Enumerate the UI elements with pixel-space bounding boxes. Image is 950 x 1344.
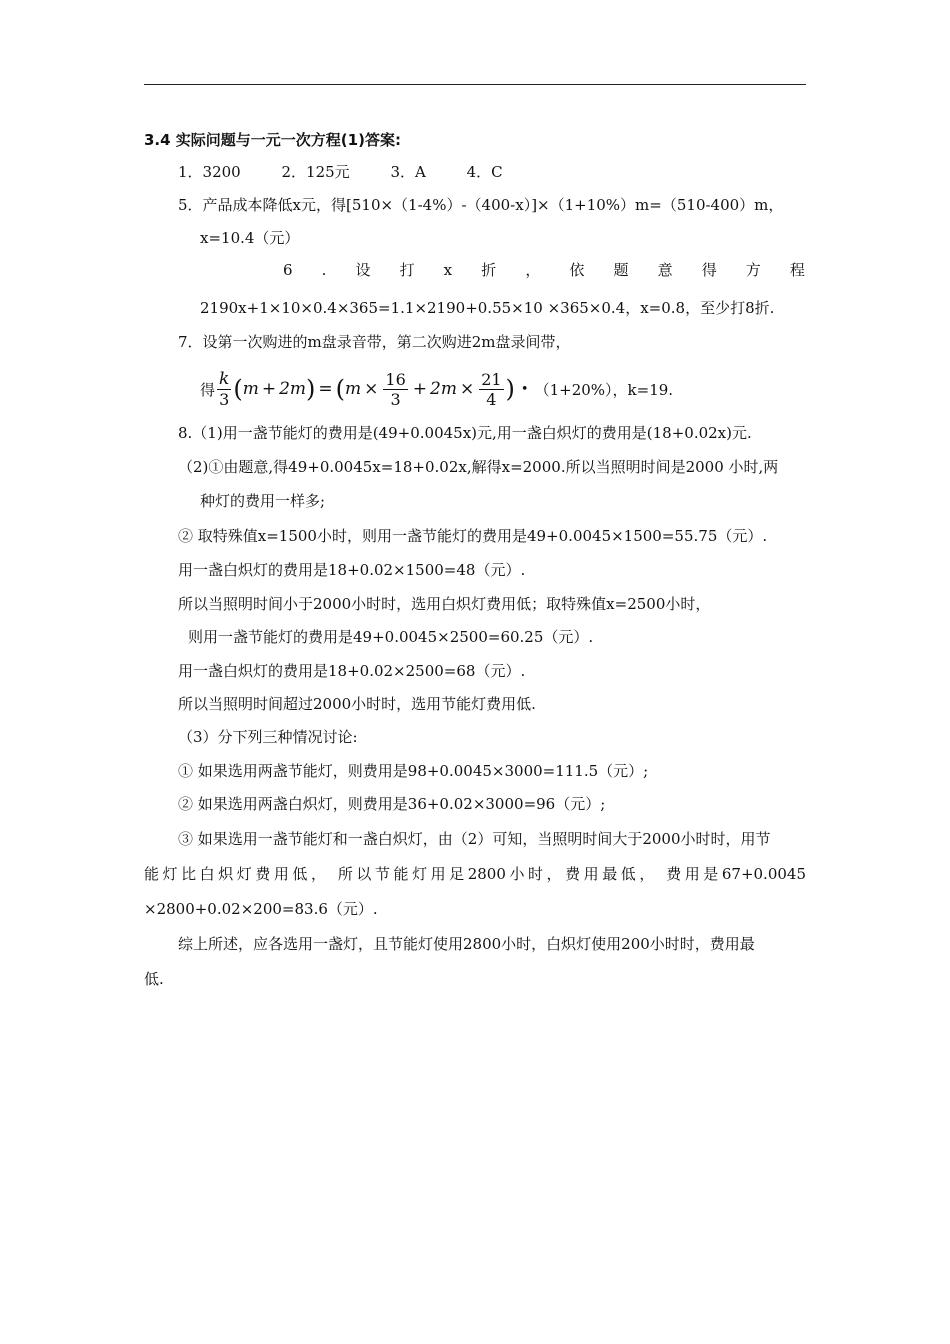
left-paren: ( bbox=[233, 375, 243, 403]
var-m: m bbox=[242, 379, 259, 399]
q6-word: 依 bbox=[569, 261, 585, 279]
equals-sign: = bbox=[318, 379, 333, 399]
q8-line-6: 所以当照明时间小于2000小时时，选用白炽灯费用低；取特殊值x=2500小时， bbox=[178, 595, 711, 613]
plus-sign: + bbox=[412, 379, 427, 399]
fraction-k-over-3 bbox=[217, 370, 231, 409]
q5-line-1: 5．产品成本降低x元，得[510×（1-4%）-（400-x）]×（1+10%）m=（510-400）m， bbox=[178, 196, 784, 214]
q6-word: x bbox=[443, 261, 453, 279]
q6-word: 设 bbox=[355, 261, 371, 279]
q6-word: 折 bbox=[481, 261, 497, 279]
q6-word: 程 bbox=[789, 261, 805, 279]
q8-line-15: ×2800+0.02×200=83.6（元）. bbox=[144, 900, 378, 918]
q8-line-10: （3）分下列三种情况讨论: bbox=[178, 728, 358, 746]
q6-line-2: 2190x+1×10×0.4×365=1.1×2190+0.55×10 ×365×0.4，x=0.8，至少打8折. bbox=[200, 299, 775, 317]
right-paren: ) bbox=[306, 375, 316, 403]
multiply-dot: • bbox=[520, 381, 529, 397]
q8-line-13: ③ 如果选用一盏节能灯和一盏白炽灯，由（2）可知，当照明时间大于2000小时时，用节 bbox=[178, 830, 771, 848]
answers-1-4 bbox=[178, 162, 503, 182]
q8-line-16: 综上所述，应各选用一盏灯，且节能灯使用2800小时，白炽灯使用200小时时，费用最 bbox=[178, 935, 755, 953]
answer-1: 1．3200 bbox=[178, 163, 241, 181]
times-sign: × bbox=[459, 379, 475, 399]
fraction-denominator: 3 bbox=[390, 389, 401, 409]
q8-line-5: 用一盏白炽灯的费用是18+0.02×1500=48（元）. bbox=[178, 561, 526, 579]
left-paren: ( bbox=[335, 375, 346, 403]
q8-line-11: ① 如果选用两盏节能灯，则费用是98+0.0045×3000=111.5（元）; bbox=[178, 762, 649, 780]
fraction-denominator: 4 bbox=[486, 389, 497, 409]
answer-2: 2．125元 bbox=[281, 163, 350, 181]
q8-line-8: 用一盏白炽灯的费用是18+0.02×2500=68（元）. bbox=[178, 662, 526, 680]
plus-sign: + bbox=[261, 379, 277, 399]
q8-line-4: ② 取特殊值x=1500小时，则用一盏节能灯的费用是49+0.0045×1500=55.75（元）. bbox=[178, 527, 768, 545]
q6-word: 6 bbox=[283, 261, 293, 279]
q8-line-9: 所以当照明时间超过2000小时时，选用节能灯费用低. bbox=[178, 695, 536, 713]
answer-4: 4．C bbox=[466, 163, 503, 181]
term-2m: 2m bbox=[279, 379, 307, 399]
q7-line-1: 7．设第一次购进的m盘录音带，第二次购进2m盘录间带， bbox=[178, 333, 571, 351]
q8-line-7: 则用一盏节能灯的费用是49+0.0045×2500=60.25（元）. bbox=[188, 628, 594, 646]
formula-suffix: （1+20%），k=19. bbox=[534, 380, 674, 399]
q6-word: 打 bbox=[399, 261, 415, 279]
q6-word: 题 bbox=[613, 261, 629, 279]
fraction-16-over-3 bbox=[383, 370, 407, 409]
q8-line-2: （2)①由题意,得49+0.0045x=18+0.02x,解得x=2000.所以当照明时间是2000 小时,两 bbox=[178, 458, 779, 476]
formula-prefix: 得 bbox=[200, 380, 216, 399]
fraction-21-over-4 bbox=[479, 370, 503, 409]
q6-word: 意 bbox=[657, 261, 673, 279]
q6-word: ， bbox=[525, 261, 541, 279]
q8-line-17: 低. bbox=[144, 970, 164, 988]
page-title: 3.4 实际问题与一元一次方程(1)答案: bbox=[144, 131, 401, 149]
times-sign: × bbox=[364, 379, 379, 399]
right-paren: ) bbox=[505, 375, 515, 403]
var-m: m bbox=[345, 379, 362, 399]
q7-formula bbox=[200, 366, 673, 412]
fraction-numerator: 21 bbox=[481, 369, 502, 389]
header-rule bbox=[144, 84, 806, 85]
q5-line-2: x=10.4（元） bbox=[200, 229, 300, 247]
answer-3: 3．A bbox=[390, 163, 426, 181]
q6-word: 方 bbox=[745, 261, 761, 279]
q6-line-1 bbox=[283, 260, 805, 280]
fraction-numerator: k bbox=[219, 368, 230, 389]
q8-line-1: 8.（1)用一盏节能灯的费用是(49+0.0045x)元,用一盏白炽灯的费用是(18+0.02x)元. bbox=[178, 424, 752, 442]
term-2m: 2m bbox=[430, 379, 457, 399]
fraction-numerator: 16 bbox=[385, 369, 406, 389]
q6-word: . bbox=[321, 261, 327, 279]
q8-line-3: 种灯的费用一样多; bbox=[200, 492, 326, 510]
q8-line-12: ② 如果选用两盏白炽灯，则费用是36+0.02×3000=96（元）; bbox=[178, 795, 606, 813]
q6-word: 得 bbox=[701, 261, 717, 279]
fraction-denominator: 3 bbox=[219, 389, 230, 409]
q8-line-14: 能灯比白炽灯费用低， 所以节能灯用足2800小时，费用最低， 费用是67+0.0045 bbox=[144, 865, 806, 883]
